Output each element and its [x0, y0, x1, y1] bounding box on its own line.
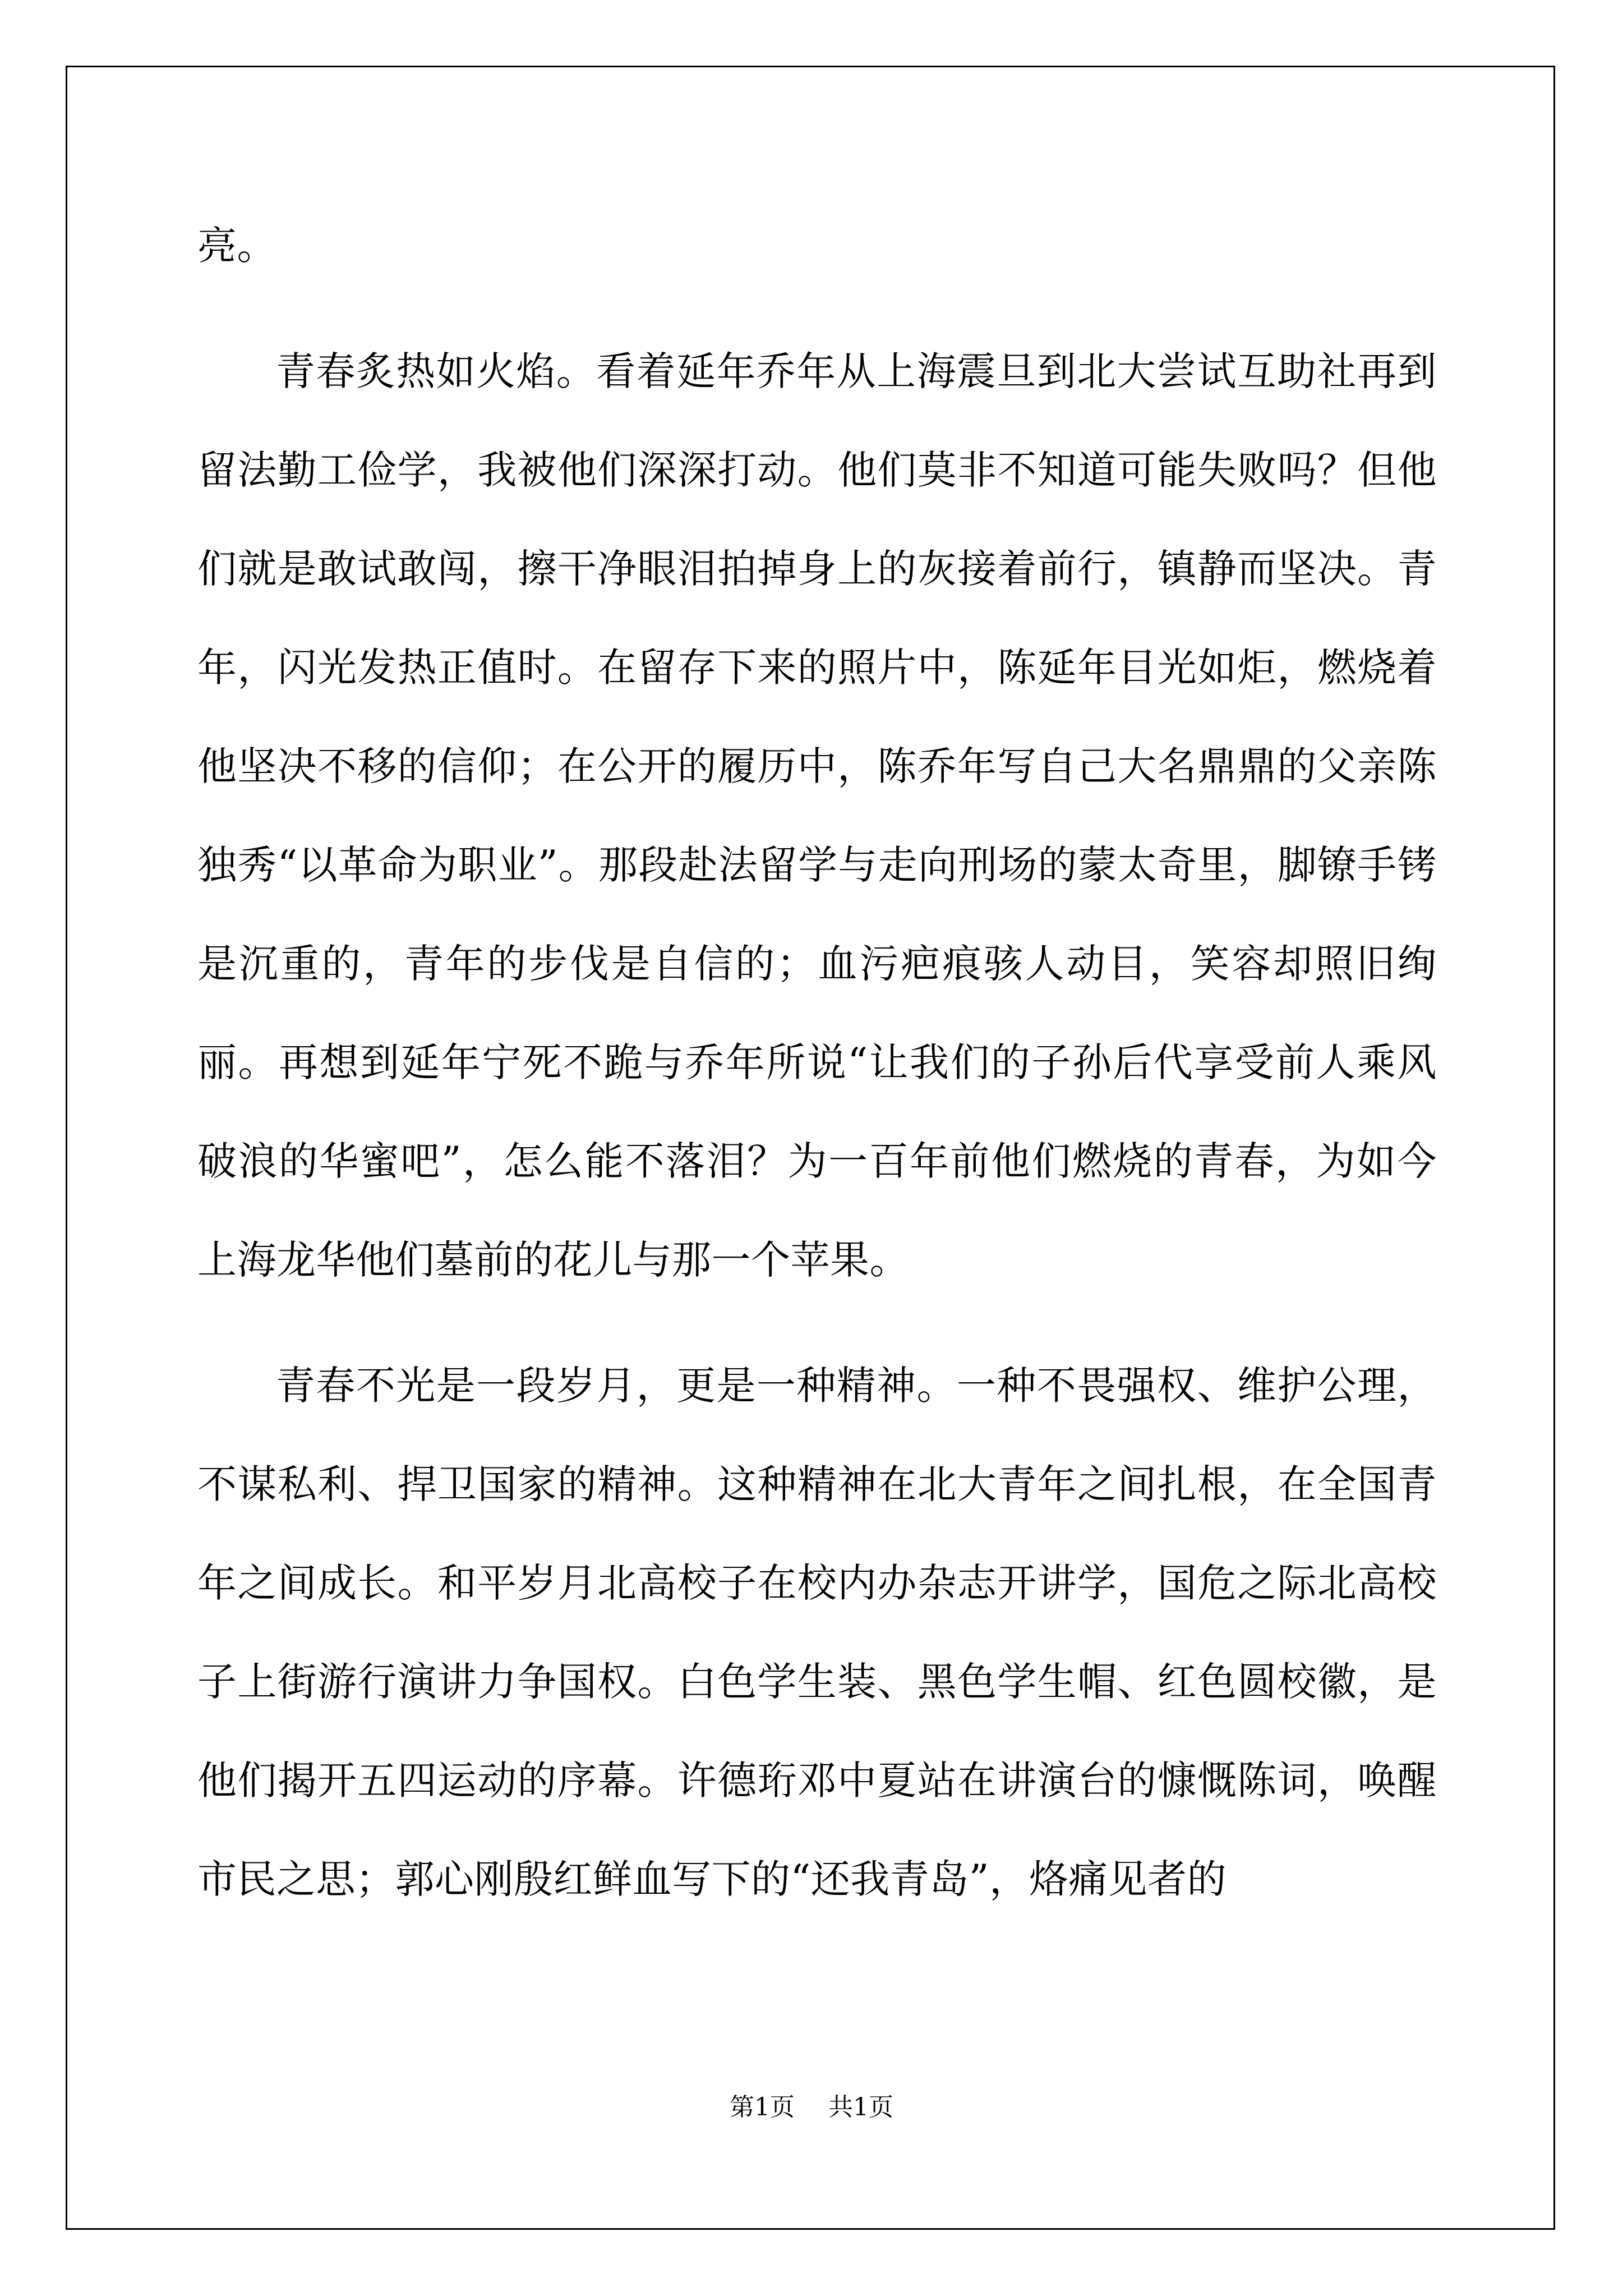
document-body	[197, 196, 1437, 1955]
paragraph-youth-spirit: 青春不光是一段岁月，更是一种精神。一种不畏强权、维护公理，不谋私利、捍卫国家的精神。这种精神在北大青年之间扎根，在全国青年之间成长。和平岁月北高校子在校内办杂志开讲学，国危之际北高校子上街游行演讲力争国权。白色学生装、黑色学生帽、红色圆校徽，是他们揭开五四运动的序幕。许德珩邓中夏站在讲演台的慷慨陈词，唤醒市民之思；郭心刚殷红鲜血写下的“还我青岛”，烙痛见者的	[197, 1363, 1437, 1902]
paragraph-continued: 亮。	[197, 223, 276, 269]
page-footer	[0, 2087, 1623, 2123]
page-total: 共1页	[828, 2093, 893, 2122]
paragraph-youth-fire: 青春炙热如火焰。看着延年乔年从上海震旦到北大尝试互助社再到留法勤工俭学，我被他们深深打动。他们莫非不知道可能失败吗？但他们就是敢试敢闯，擦干净眼泪拍掉身上的灰接着前行，镇静而坚决。青年，闪光发热正值时。在留存下来的照片中，陈延年目光如炬，燃烧着他坚决不移的信仰；在公开的履历中，陈乔年写自己大名鼎鼎的父亲陈独秀“以革命为职业”。那段赴法留学与走向刑场的蒙太奇里，脚镣手铐是沉重的，青年的步伐是自信的；血污疤痕骇人动目，笑容却照旧绚丽。再想到延年宁死不跪与乔年所说“让我们的子孙后代享受前人乘风破浪的华蜜吧”，怎么能不落泪？为一百年前他们燃烧的青春，为如今上海龙华他们墓前的花儿与那一个苹果。	[197, 348, 1437, 1283]
page-number: 第1页	[730, 2093, 795, 2122]
